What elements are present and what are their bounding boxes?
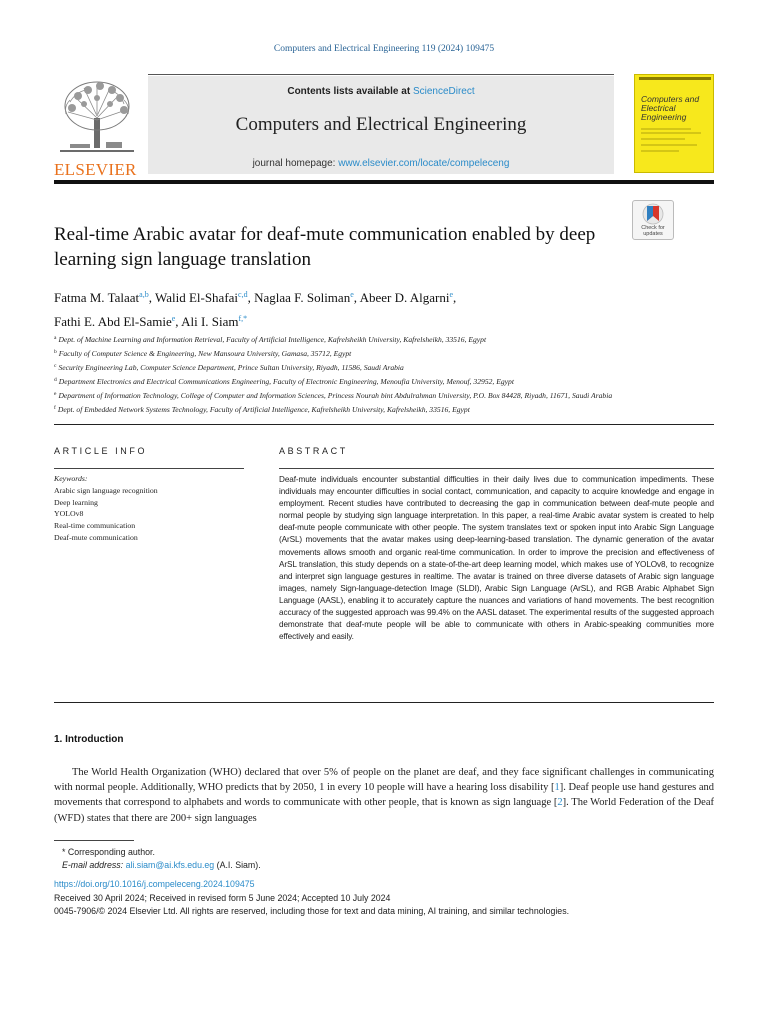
section-rule bbox=[54, 424, 714, 425]
affiliation-key: f bbox=[54, 405, 56, 411]
abstract-rule bbox=[279, 468, 714, 469]
cover-topbar bbox=[639, 77, 711, 80]
contents-availability bbox=[148, 86, 614, 97]
affiliation-text: Dept. of Machine Learning and Information Retrieval, Faculty of Artificial Intelligence, Kafrelsheikh University, Kafrelsheikh, 33516, Egypt bbox=[58, 335, 487, 344]
section-rule bbox=[54, 702, 714, 703]
homepage-prefix: journal homepage: bbox=[252, 158, 339, 169]
affiliation-text: Dept. of Embedded Network Systems Technology, Faculty of Artificial Intelligence, Kafrelsheikh University, Kafrelsheikh, 33516, Egypt bbox=[57, 405, 470, 414]
affiliation-item bbox=[54, 332, 614, 346]
affiliation-item bbox=[54, 346, 614, 360]
intro-text-part: ]. The World Federation of the Deaf (WFD) states that there are 200+ sign languages bbox=[54, 797, 714, 824]
affiliation-text: Security Engineering Lab, Computer Science Department, Prince Sultan University, Riyadh, 11586, Saudi Arabia bbox=[58, 363, 404, 372]
author-affiliation-marker[interactable]: e bbox=[449, 290, 454, 299]
intro-text-part: ]. Deaf people use hand gestures and movements that correspond to alphabets and words to communicate with other people, that is known as sign language [ bbox=[54, 782, 715, 809]
affiliation-item bbox=[54, 374, 614, 388]
abstract-heading: ABSTRACT bbox=[279, 446, 348, 456]
masthead-rule bbox=[54, 180, 714, 184]
sciencedirect-link[interactable]: ScienceDirect bbox=[412, 86, 475, 97]
author-name[interactable]: Fathi E. Abd El-Samie bbox=[54, 314, 172, 329]
keyword-item: Deep learning bbox=[54, 497, 98, 507]
email-line bbox=[54, 859, 714, 872]
keywords-block bbox=[54, 473, 244, 544]
author-affiliation-marker[interactable]: c,d bbox=[238, 290, 248, 299]
introduction-heading: 1. Introduction bbox=[54, 734, 124, 745]
crossmark-label bbox=[633, 225, 673, 237]
doi-link[interactable]: https://doi.org/10.1016/j.compeleceng.2024.109475 bbox=[54, 879, 255, 890]
keyword-item: Real-time communication bbox=[54, 521, 136, 531]
article-info-rule bbox=[54, 468, 244, 469]
affiliation-item bbox=[54, 388, 614, 402]
cover-title-line1: Computers and bbox=[641, 94, 700, 104]
author-separator: , bbox=[175, 314, 182, 329]
elsevier-tree-icon bbox=[56, 78, 138, 156]
author-name[interactable]: Fatma M. Talaat bbox=[54, 290, 140, 305]
keyword-item: Arabic sign language recognition bbox=[54, 485, 158, 495]
journal-reference[interactable]: Computers and Electrical Engineering 119 (2024) 109475 bbox=[273, 44, 495, 54]
elsevier-logo[interactable] bbox=[54, 78, 140, 178]
check-for-updates-badge[interactable] bbox=[632, 200, 674, 240]
journal-info-box bbox=[148, 76, 614, 174]
author-separator: , bbox=[453, 290, 457, 305]
crossmark-label-line2: updates bbox=[643, 231, 663, 237]
affiliation-key: a bbox=[54, 335, 57, 341]
affiliation-key: d bbox=[54, 377, 57, 383]
email-suffix: (A.I. Siam). bbox=[214, 860, 261, 871]
author-affiliation-marker[interactable]: e bbox=[171, 314, 176, 323]
affiliation-item bbox=[54, 360, 614, 374]
cover-graphic bbox=[641, 125, 709, 153]
cover-title bbox=[641, 95, 711, 122]
elsevier-wordmark: ELSEVIER bbox=[54, 160, 137, 179]
email-label: E-mail address: bbox=[62, 860, 126, 871]
article-info-heading: ARTICLE INFO bbox=[54, 446, 148, 456]
corresponding-author-note: * Corresponding author. bbox=[62, 847, 155, 857]
affiliation-key: e bbox=[54, 391, 57, 397]
affiliation-item bbox=[54, 402, 614, 416]
footnotes bbox=[54, 846, 714, 918]
paper-title: Real-time Arabic avatar for deaf-mute communication enabled by deep learning sign language translation bbox=[54, 224, 596, 270]
homepage-link[interactable]: www.elsevier.com/locate/compeleceng bbox=[338, 158, 510, 169]
keywords-label: Keywords: bbox=[54, 474, 88, 483]
author-affiliation-marker[interactable]: a,b bbox=[139, 290, 149, 299]
crossmark-label-line1: Check for bbox=[641, 225, 665, 231]
author-name[interactable]: Naglaa F. Soliman bbox=[254, 290, 351, 305]
affiliation-text: Department of Information Technology, College of Computer and Information Sciences, Princess Nourah bint Abdulrahman University, P.O. Box 84428, Riyadh, 11671, Saudi Arabia bbox=[58, 391, 613, 400]
contents-prefix: Contents lists available at bbox=[287, 86, 413, 97]
keyword-item: YOLOv8 bbox=[54, 509, 84, 519]
affiliation-key: b bbox=[54, 349, 57, 355]
affiliation-list bbox=[54, 332, 614, 416]
cover-title-line2: Electrical Engineering bbox=[641, 103, 687, 122]
journal-title: Computers and Electrical Engineering bbox=[235, 114, 527, 135]
affiliation-text: Department Electronics and Electrical Communications Engineering, Faculty of Electronic Engineering, Menoufia University, Menouf, 32952, Egypt bbox=[58, 377, 514, 386]
author-list bbox=[54, 284, 614, 332]
journal-homepage bbox=[148, 158, 614, 169]
citation-link[interactable]: 1 bbox=[554, 782, 560, 794]
citation-link[interactable]: 2 bbox=[557, 797, 563, 809]
author-separator: , bbox=[148, 290, 155, 305]
affiliation-text: Faculty of Computer Science & Engineering, New Mansoura University, Gamasa, 35712, Egypt bbox=[58, 349, 352, 358]
crossmark-icon bbox=[633, 201, 673, 227]
footnote-rule bbox=[54, 840, 134, 841]
journal-cover-thumbnail[interactable] bbox=[634, 74, 714, 173]
masthead-top-rule bbox=[148, 74, 614, 75]
author-affiliation-marker[interactable]: f,* bbox=[238, 314, 248, 323]
email-link[interactable]: ali.siam@ai.kfs.edu.eg bbox=[125, 860, 215, 871]
introduction-paragraph bbox=[54, 765, 714, 826]
keyword-item: Deaf-mute communication bbox=[54, 532, 138, 542]
intro-text-part: The World Health Organization (WHO) declared that over 5% of people on the planet are deaf, and they face significant challenges in communicating with normal people. Additionally, WHO predicts that by 2050, 1 in every 10 people will have a hearing loss disability [ bbox=[54, 767, 714, 794]
author-name[interactable]: Walid El-Shafai bbox=[154, 290, 239, 305]
author-separator: , bbox=[353, 290, 360, 305]
author-name[interactable]: Abeer D. Algarni bbox=[359, 290, 450, 305]
author-separator: , bbox=[247, 290, 255, 305]
author-name[interactable]: Ali I. Siam bbox=[181, 314, 239, 329]
author-affiliation-marker[interactable]: e bbox=[350, 290, 354, 299]
journal-masthead bbox=[54, 72, 714, 184]
copyright-line: 0045-7906/© 2024 Elsevier Ltd. All rights are reserved, including those for text and data mining, AI training, and similar technologies. bbox=[54, 905, 570, 916]
abstract-text: Deaf-mute individuals encounter substantial difficulties in their daily lives due to communication impediments. These individuals may encounter difficulties in social contact, communication, and capacity to acquire knowledge and engage in employment. Recent studies have contributed to decreasing the gap in communication between deaf-mute people and normal people by studying sign language interpretation. In this paper, a real-time Arabic avatar system is created to help deaf-mute people communicate with other people. The system translates text or spoken input into Arabic Sign Language (ArSL) movements that the avatar makes using deep-learning-based translation. The dynamic generation of the avatar movements allows smooth and organic real-time communication. In order to improve the precision and effectiveness of ArSL translation, this study depends on a state-of-the-art deep learning model, which makes use of YOLOv8, to recognize and interpret sign language gestures in realtime. The avatar is trained on three diverse datasets of Arabic sign language images, namely Sign-language-detection Image (SLDI), Arabic Sign Language (ArSL), and RGB Arabic Alphabet Sign Language (AASL), enabling it to accurately capture the nuances and variations of hand movements. The best recognition accuracy of the suggested approach was 99.4% on the AASL dataset. The experimental results of the suggested approach demonstrate that deaf-mute people will be able to communicate with others in Arabic-speaking communities more effectively and easily. bbox=[279, 475, 714, 642]
received-dates: Received 30 April 2024; Received in revised form 5 June 2024; Accepted 10 July 2024 bbox=[54, 892, 391, 903]
affiliation-key: c bbox=[54, 363, 57, 369]
